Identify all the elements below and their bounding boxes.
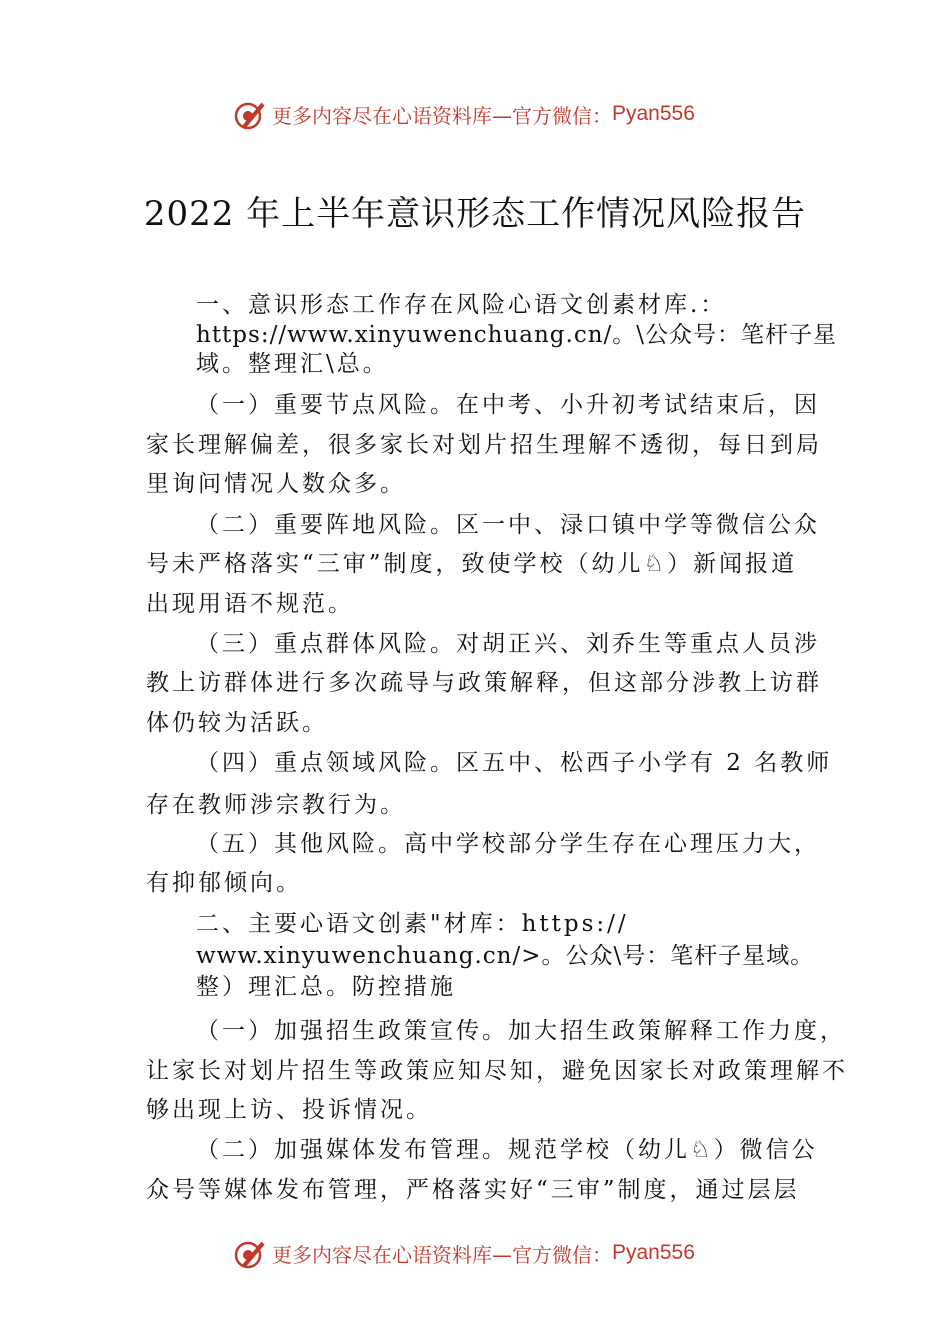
- paragraph-line: 教上访群体进行多次疏导与政策解释，但这部分涉教上访群: [146, 670, 822, 696]
- banner-wechat-label: —官方微信：: [492, 1242, 612, 1267]
- paragraph-line: 家长理解偏差，很多家长对划片招生理解不透彻，每日到局: [146, 432, 822, 458]
- paragraph-line: 让家长对划片招生等政策应知尽知，避免因家长对政策理解不: [146, 1058, 848, 1084]
- section-heading-2-line-3: 整）理汇总。防控措施: [196, 974, 456, 1000]
- paragraph-line: 存在教师涉宗教行为。: [146, 792, 406, 818]
- paragraph-line: 体仍较为活跃。: [146, 710, 328, 736]
- paragraph-line: （五）其他风险。高中学校部分学生存在心理压力大，: [196, 831, 820, 857]
- document-title: 2022 年上半年意识形态工作情况风险报告: [143, 194, 807, 234]
- pen-logo-icon: [232, 1235, 268, 1271]
- paragraph-line: 够出现上访、投诉情况。: [146, 1097, 432, 1123]
- banner-wechat-id: Pyan556: [612, 102, 695, 125]
- paragraph-line: 有抑郁倾向。: [146, 870, 302, 896]
- section-heading-1-line-1: 一、意识形态工作存在风险心语文创素材库.：: [196, 292, 727, 318]
- section-heading-2-line-2: www.xinyuwenchuang.cn/>。公众\号：笔杆子星域。: [196, 943, 815, 969]
- banner-text: 更多内容尽在心语资料库: [272, 1242, 492, 1267]
- paragraph-line: 出现用语不规范。: [146, 591, 354, 617]
- paragraph-line: （四）重点领域风险。区五中、松西子小学有 2 名教师: [196, 750, 833, 776]
- footer-watermark-banner: [0, 1233, 950, 1273]
- paragraph-line: （二）加强媒体发布管理。规范学校（幼儿♘）微信公: [196, 1137, 818, 1163]
- banner-text: 更多内容尽在心语资料库: [272, 103, 492, 128]
- paragraph-line: （一）加强招生政策宣传。加大招生政策解释工作力度，: [196, 1018, 846, 1044]
- paragraph-line: （三）重点群体风险。对胡正兴、刘乔生等重点人员涉: [196, 631, 820, 657]
- section-heading-1-line-2: https://www.xinyuwenchuang.cn/。\公众号：笔杆子星: [196, 322, 838, 348]
- banner-wechat-label: —官方微信：: [492, 103, 612, 128]
- section-heading-2-line-1: 二、主要心语文创素"材库：https://: [196, 911, 629, 937]
- paragraph-line: 号未严格落实“三审”制度，致使学校（幼儿♘）新闻报道: [146, 551, 798, 577]
- section-heading-1-line-3: 域。整理汇\总。: [196, 351, 389, 377]
- paragraph-line: 众号等媒体发布管理，严格落实好“三审”制度，通过层层: [146, 1177, 800, 1203]
- paragraph-line: （二）重要阵地风险。区一中、渌口镇中学等微信公众: [196, 512, 820, 538]
- header-watermark-banner: [0, 94, 950, 134]
- pen-logo-icon: [232, 96, 268, 132]
- banner-wechat-id: Pyan556: [612, 1241, 695, 1264]
- paragraph-line: 里询问情况人数众多。: [146, 471, 406, 497]
- paragraph-line: （一）重要节点风险。在中考、小升初考试结束后，因: [196, 392, 820, 418]
